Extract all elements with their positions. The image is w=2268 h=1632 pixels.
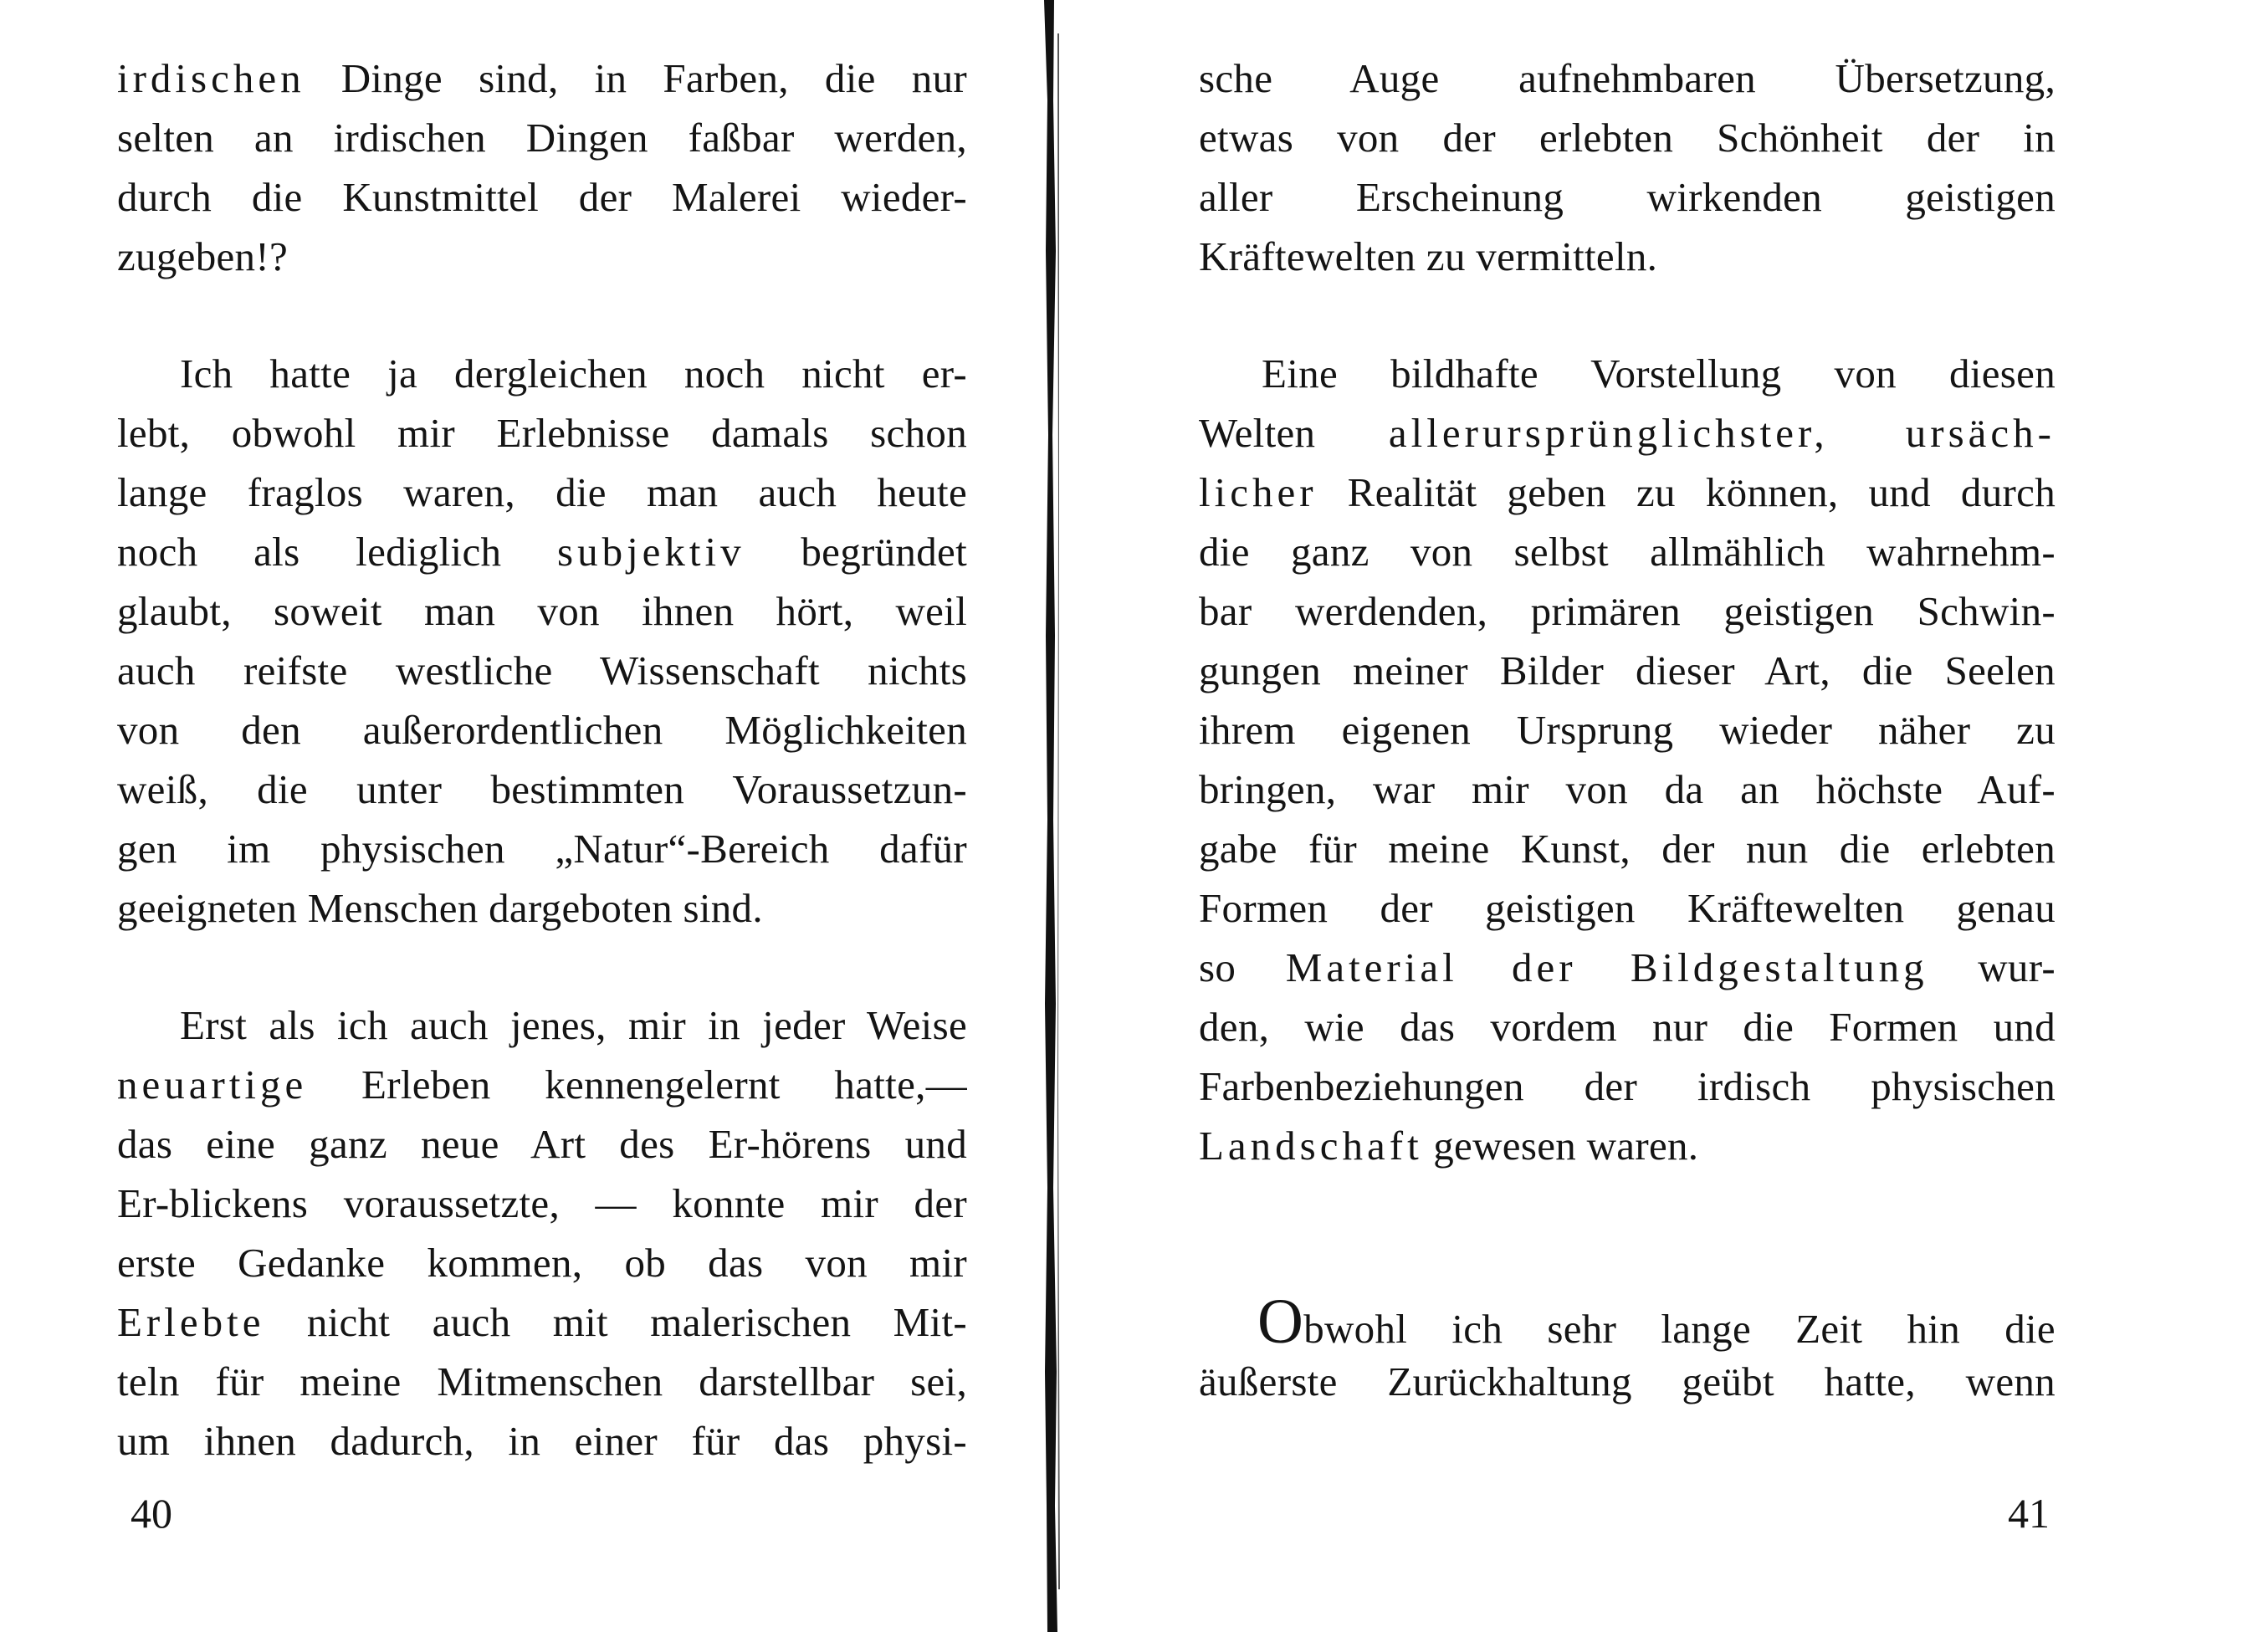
text-line: Kräftewelten zu vermitteln. — [1199, 233, 1658, 279]
paragraph-gap — [117, 938, 967, 995]
initial-letter: O — [1257, 1292, 1304, 1352]
text-line: teln für meine Mitmenschen darstellbar sei, — [117, 1358, 967, 1404]
text-line: Farbenbeziehungen der irdisch physischen — [1199, 1063, 2056, 1109]
text-line — [117, 49, 967, 108]
text-line — [117, 1055, 967, 1114]
line-text: Realität geben zu können, und durch — [1317, 469, 2056, 515]
text-line — [117, 1292, 967, 1352]
text-line: gen im physischen „Natur“-Bereich dafür — [117, 826, 967, 872]
text-line: äußerste Zurückhaltung geübt hatte, wenn — [1199, 1358, 2056, 1404]
page-number-left: 40 — [131, 1490, 172, 1537]
text-line: Ich hatte ja dergleichen noch nicht er- — [180, 350, 967, 396]
text-line: Formen der geistigen Kräftewelten genau — [1199, 885, 2056, 931]
line-text: Welten — [1199, 410, 1389, 456]
text-line: den, wie das vordem nur die Formen und — [1199, 1004, 2056, 1050]
left-page — [117, 49, 967, 1471]
right-paragraph-2 — [1199, 344, 2056, 1175]
text-line: die ganz von selbst allmählich wahrnehm- — [1199, 529, 2056, 575]
section-gap — [1199, 1175, 2056, 1292]
text-line: glaubt, soweit man von ihnen hört, weil — [117, 588, 967, 634]
text-line: zugeben!? — [117, 233, 289, 279]
gutter-shadow-graphic — [1036, 0, 1069, 1632]
text-line: das eine ganz neue Art des Er-hörens und — [117, 1121, 967, 1167]
line-text: nicht auch mit malerischen Mit- — [264, 1299, 967, 1345]
line-text: Erleben kennengelernt hatte,— — [307, 1062, 967, 1108]
line-text: begründet — [745, 529, 967, 575]
page-number-right: 41 — [2008, 1490, 2050, 1537]
spaced-word: Erlebte — [117, 1299, 265, 1345]
right-paragraph-3 — [1199, 1292, 2056, 1411]
spaced-word: irdischen — [117, 55, 305, 101]
line-text: gewesen waren. — [1422, 1123, 1699, 1169]
text-line: Eine bildhafte Vorstellung von diesen — [1262, 350, 2056, 396]
text-line — [1199, 463, 2056, 522]
line-text: so — [1199, 944, 1286, 990]
paragraph-gap — [117, 286, 967, 344]
text-line: gungen meiner Bilder dieser Art, die Seelen — [1199, 647, 2056, 693]
spaced-word: Landschaft — [1199, 1123, 1423, 1169]
line-text: bwohl ich sehr lange Zeit hin die — [1303, 1306, 2056, 1352]
text-line: etwas von der erlebten Schönheit der in — [1199, 115, 2056, 161]
spaced-word: subjektiv — [557, 529, 745, 575]
text-line: bar werdenden, primären geistigen Schwin- — [1199, 588, 2056, 634]
spaced-word: neuartige — [117, 1062, 308, 1108]
line-text: wur- — [1928, 944, 2056, 990]
text-line: sche Auge aufnehmbaren Übersetzung, — [1199, 55, 2056, 101]
line-text: Dinge sind, in Farben, die nur — [305, 55, 967, 101]
spaced-word: Material der Bildgestaltung — [1285, 944, 1928, 990]
paragraph-gap — [1199, 286, 2056, 344]
spaced-word: allerursprünglichster, ursäch- — [1388, 410, 2056, 456]
text-line: auch reifste westliche Wissenschaft nichts — [117, 647, 967, 693]
line-text: noch als lediglich — [117, 529, 557, 575]
text-line: von den außerordentlichen Möglichkeiten — [117, 707, 967, 753]
left-paragraph-3 — [117, 995, 967, 1471]
text-line: lebt, obwohl mir Erlebnisse damals schon — [117, 410, 967, 456]
right-paragraph-1 — [1199, 49, 2056, 286]
text-line: aller Erscheinung wirkenden geistigen — [1199, 174, 2056, 220]
text-line: bringen, war mir von da an höchste Auf- — [1199, 766, 2056, 812]
text-line: gabe für meine Kunst, der nun die erlebten — [1199, 826, 2056, 872]
text-line: erste Gedanke kommen, ob das von mir — [117, 1240, 967, 1286]
text-line: selten an irdischen Dingen faßbar werden, — [117, 115, 967, 161]
text-line: durch die Kunstmittel der Malerei wieder- — [117, 174, 967, 220]
text-line: lange fraglos waren, die man auch heute — [117, 469, 967, 515]
text-line: um ihnen dadurch, in einer für das physi- — [117, 1418, 967, 1464]
text-line: Er-blickens voraussetzte, — konnte mir der — [117, 1180, 967, 1226]
left-paragraph-2 — [117, 344, 967, 938]
text-line — [1199, 1292, 2056, 1352]
text-line — [1199, 403, 2056, 463]
right-page — [1199, 49, 2056, 1411]
text-line — [1199, 1116, 2056, 1175]
book-gutter — [1036, 0, 1069, 1632]
text-line: Erst als ich auch jenes, mir in jeder Weise — [180, 1002, 967, 1048]
spaced-word: licher — [1199, 469, 1318, 515]
text-line: geeigneten Menschen dargeboten sind. — [117, 885, 763, 931]
text-line — [117, 522, 967, 581]
text-line: weiß, die unter bestimmten Voraussetzun- — [117, 766, 967, 812]
left-paragraph-1 — [117, 49, 967, 286]
text-line — [1199, 938, 2056, 997]
text-line: ihrem eigenen Ursprung wieder näher zu — [1199, 707, 2056, 753]
